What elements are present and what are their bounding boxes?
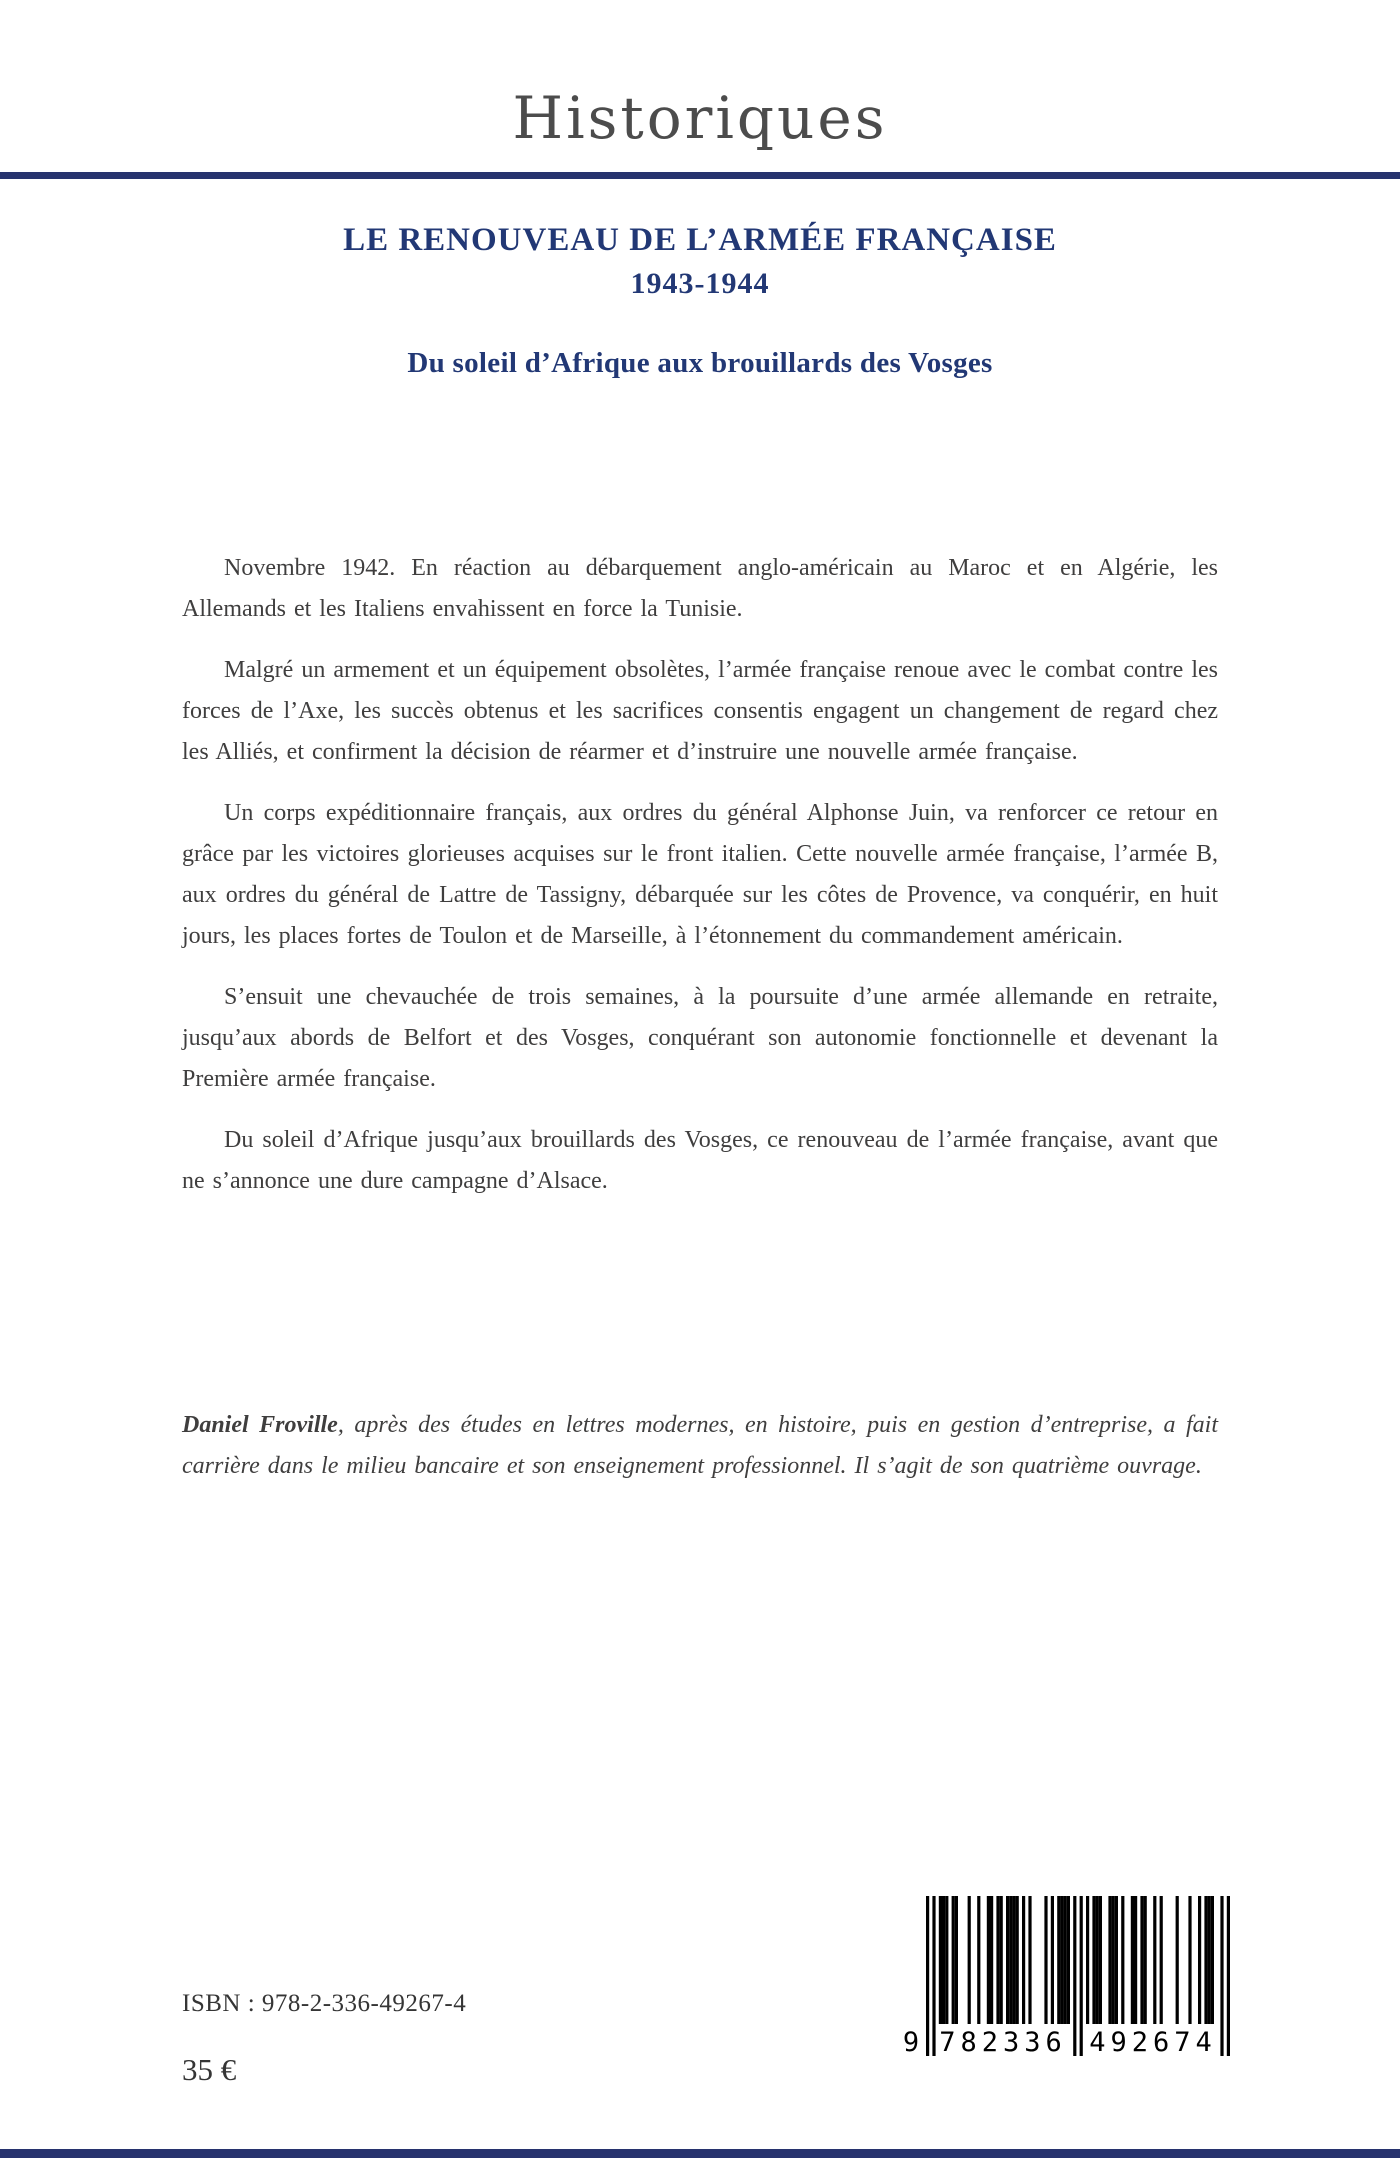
paragraph: Malgré un armement et un équipement obsolètes, l’armée française renoue avec le combat contre les forces de l’Axe, les succès obtenus et les sacrifices consentis engagent un changement de regard chez les Alliés, et confirment la décision de réarmer et d’instruire une nouvelle armée française. — [182, 657, 1218, 765]
author-bio-text: , après des études en lettres modernes, en histoire, puis en gestion d’entreprise, a fait carrière dans le milieu bancaire et son enseignement professionnel. Il s’agit de son quatrième ouvrage. — [182, 1412, 1218, 1479]
barcode-digits-left: 782336 — [939, 2027, 1067, 2058]
paragraph: Du soleil d’Afrique jusqu’aux brouillards des Vosges, ce renouveau de l’armée française, avant que ne s’annonce une dure campagne d’Alsace. — [182, 1127, 1218, 1194]
isbn-text: ISBN : 978-2-336-49267-4 — [182, 1990, 467, 2017]
book-title: LE RENOUVEAU DE L’ARMÉE FRANÇAISE — [343, 222, 1057, 258]
paragraph: S’ensuit une chevauchée de trois semaines, à la poursuite d’une armée allemande en retraite, jusqu’aux abords de Belfort et des Vosges, conquérant son autonomie fonctionnelle et devenant la Première armée française. — [182, 984, 1218, 1092]
barcode-digit-first: 9 — [902, 2027, 920, 2058]
collection-logo: Historiques — [512, 84, 888, 152]
back-cover-text — [182, 548, 1218, 1222]
book-subtitle: Du soleil d’Afrique aux brouillards des Vosges — [407, 347, 993, 379]
barcode-digits-right: 492674 — [1089, 2027, 1217, 2058]
book-title-years: 1943-1944 — [630, 267, 770, 300]
price-text: 35 € — [182, 2052, 237, 2087]
author-bio — [182, 1405, 1218, 1487]
top-rule — [0, 172, 1400, 179]
barcode — [902, 1896, 1230, 2066]
bottom-rule — [0, 2149, 1400, 2158]
paragraph: Un corps expéditionnaire français, aux ordres du général Alphonse Juin, va renforcer ce retour en grâce par les victoires glorieuses acquises sur le front italien. Cette nouvelle armée française, l’armée B, aux ordres du général de Lattre de Tassigny, débarquée sur les côtes de Provence, va conquérir, en huit jours, les places fortes de Toulon et de Marseille, à l’étonnement du commandement américain. — [182, 800, 1218, 949]
title-block — [0, 222, 1400, 380]
paragraph: Novembre 1942. En réaction au débarquement anglo-américain au Maroc et en Algérie, les Allemands et les Italiens envahissent en force la Tunisie. — [182, 555, 1218, 622]
author-name: Daniel Froville — [182, 1412, 338, 1438]
